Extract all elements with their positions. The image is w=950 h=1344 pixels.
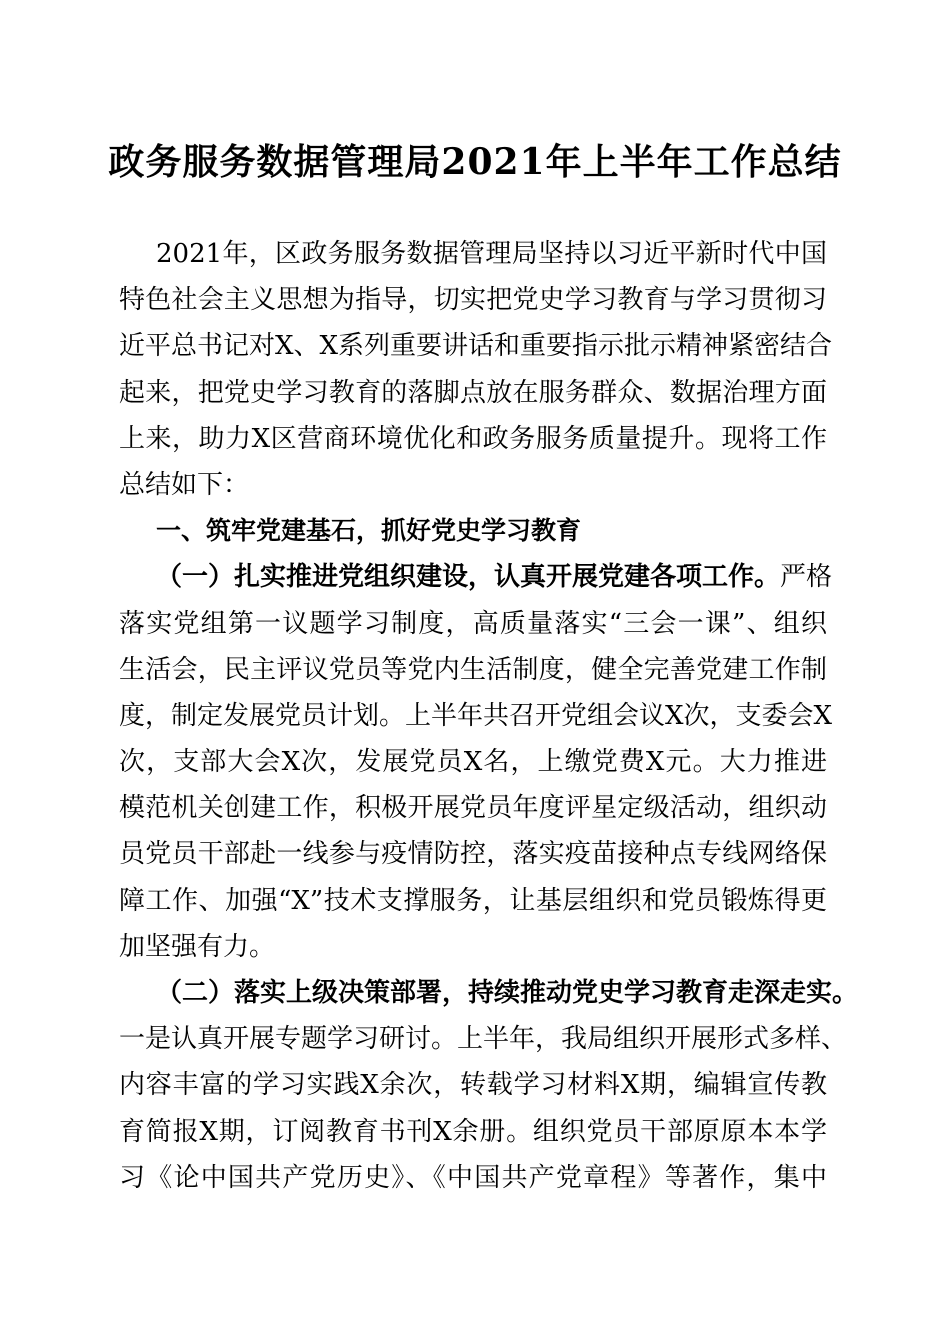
paragraph-line: 模范机关创建工作，积极开展党员年度评星定级活动，组织动: [119, 793, 827, 824]
paragraph-line: 内容丰富的学习实践X余次，转载学习材料X期，编辑宣传教: [119, 1070, 827, 1101]
paragraph-line: 落实党组第一议题学习制度，高质量落实“三会一课”、组织: [119, 608, 827, 639]
paragraph-line: 员党员干部赴一线参与疫情防控，落实疫苗接种点专线网络保: [119, 839, 827, 870]
paragraph-line: 一是认真开展专题学习研讨。上半年，我局组织开展形式多样、: [119, 1024, 848, 1055]
subsection-lead: （一）扎实推进党组织建设，认真开展党建各项工作。: [156, 562, 781, 593]
paragraph-line: 育简报X期，订阅教育书刊X余册。组织党员干部原原本本学: [119, 1116, 827, 1147]
paragraph-line: 2021年，区政务服务数据管理局坚持以习近平新时代中国: [156, 239, 827, 269]
document-title: 政务服务数据管理局2021年上半年工作总结: [108, 141, 842, 183]
paragraph-line: 生活会，民主评议党员等党内生活制度，健全完善党建工作制: [119, 654, 827, 685]
paragraph-line: 习《论中国共产党历史》、《中国共产党章程》等著作，集中: [119, 1162, 827, 1193]
paragraph-line: 起来，把党史学习教育的落脚点放在服务群众、数据治理方面: [119, 377, 827, 408]
section-heading: 一、筑牢党建基石，抓好党史学习教育: [156, 516, 582, 546]
paragraph-line: 障工作、加强“X”技术支撑服务，让基层组织和党员锻炼得更: [119, 885, 827, 916]
subsection-lead: （二）落实上级决策部署，持续推动党史学习教育走深走实。: [156, 978, 859, 1008]
paragraph-line: 上来，助力X区营商环境优化和政务服务质量提升。现将工作: [119, 423, 827, 454]
document-body: [119, 231, 859, 1201]
subsection-first-line: [119, 554, 833, 600]
subsection-lead-rest: 严格: [780, 562, 833, 593]
paragraph-line: 总结如下：: [119, 469, 250, 500]
paragraph-line: 度，制定发展党员计划。上半年共召开党组会议X次，支委会X: [119, 700, 833, 731]
paragraph-line: 加坚强有力。: [119, 931, 276, 962]
paragraph-line: 次，支部大会X次，发展党员X名，上缴党费X元。大力推进: [119, 747, 827, 778]
paragraph-line: 特色社会主义思想为指导，切实把党史学习教育与学习贯彻习: [119, 285, 827, 316]
paragraph-line: 近平总书记对X、X系列重要讲话和重要指示批示精神紧密结合: [119, 331, 833, 362]
